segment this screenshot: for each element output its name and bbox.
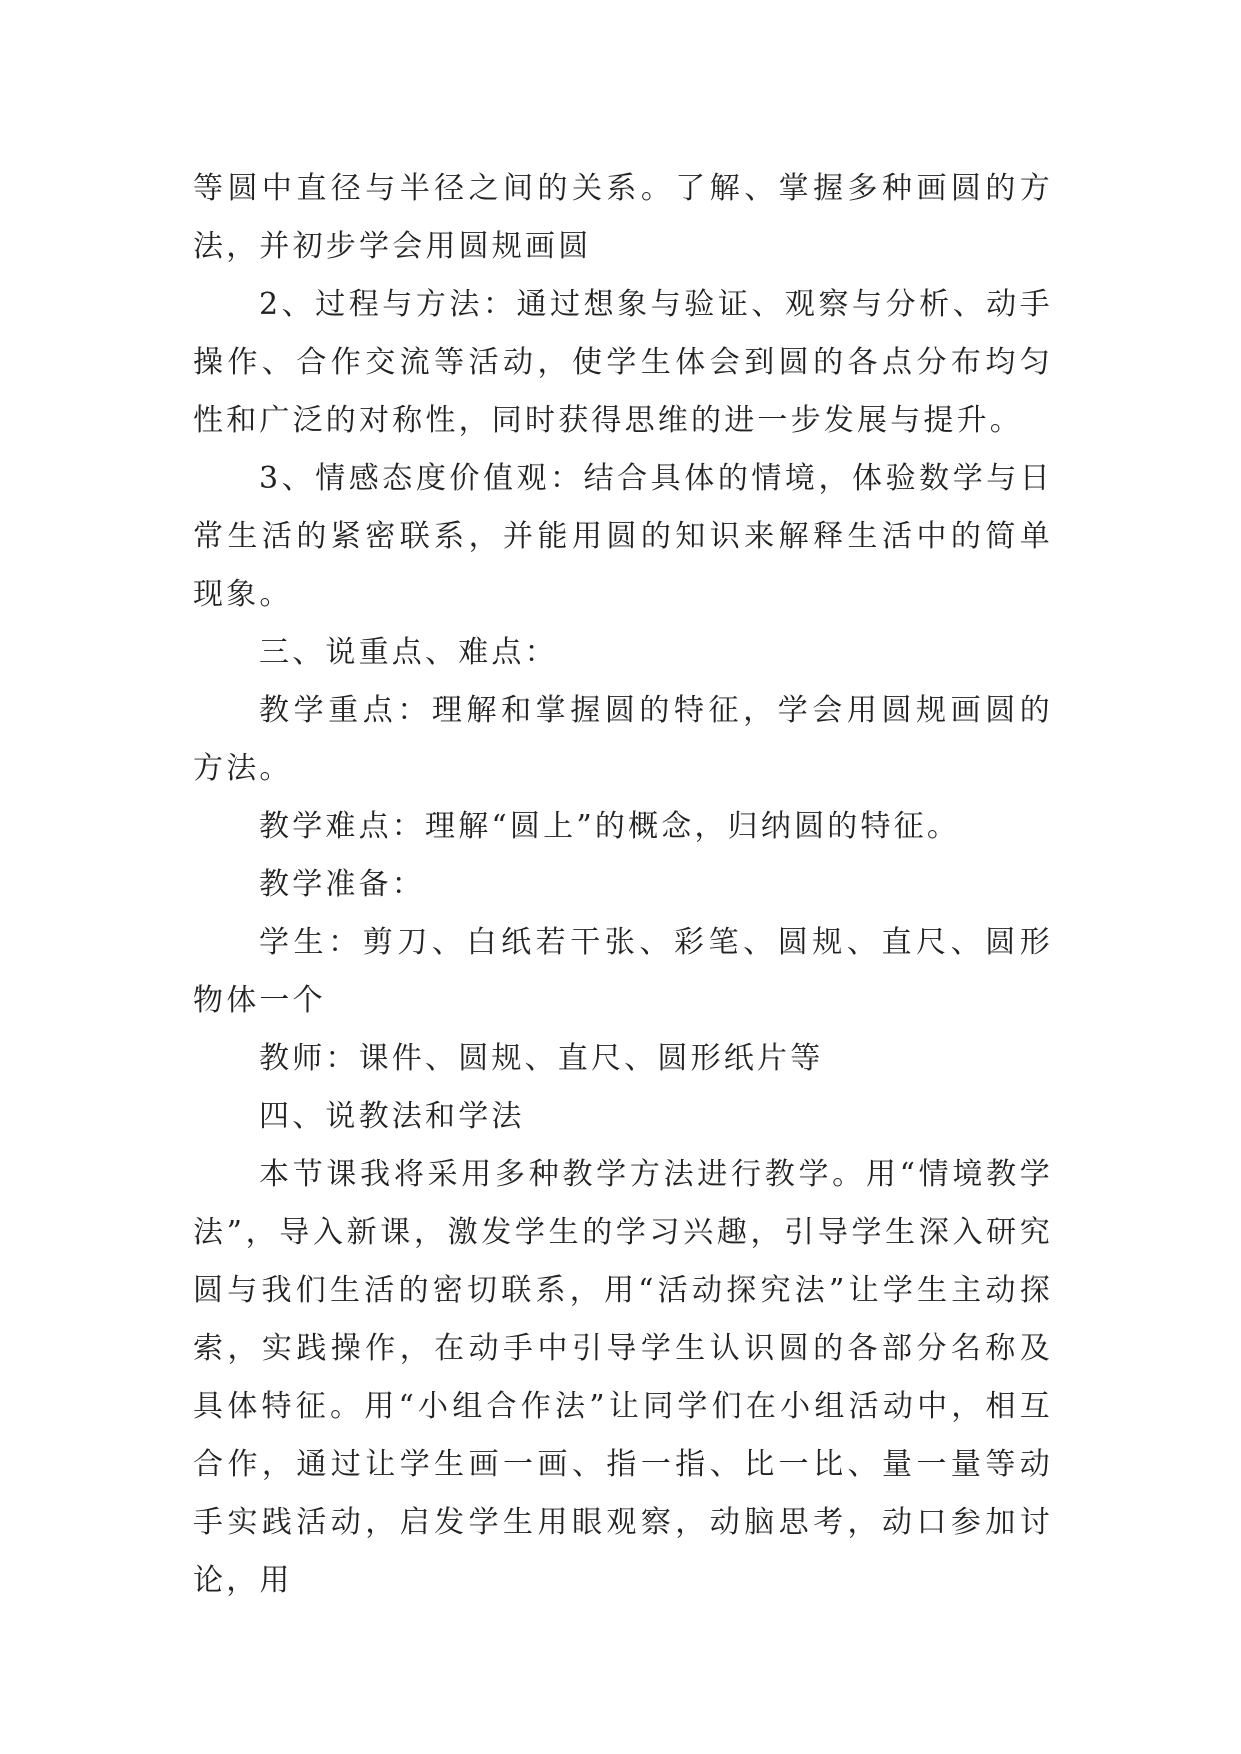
heading-teaching-preparation: 教学准备：: [259, 867, 425, 902]
paragraph-teacher-materials: 教师：课件、圆规、直尺、圆形纸片等: [259, 1041, 824, 1076]
paragraph-process-and-method: 2、过程与方法：通过想象与验证、观察与分析、动手操作、合作交流等活动，使学生体会到圆的各点分布均匀性和广泛的对称性，同时获得思维的进一步发展与提升。: [193, 287, 1053, 438]
heading-key-points-difficulties: 三、说重点、难点：: [259, 635, 558, 670]
document-body: [193, 160, 1053, 1610]
paragraph-student-materials: 学生：剪刀、白纸若干张、彩笔、圆规、直尺、圆形物体一个: [193, 925, 1053, 1018]
paragraph-emotion-attitude-values: 3、情感态度价值观：结合具体的情境，体验数学与日常生活的紧密联系，并能用圆的知识来解释生活中的简单现象。: [193, 461, 1053, 612]
paragraph-intro-continuation: 等圆中直径与半径之间的关系。了解、掌握多种画圆的方法，并初步学会用圆规画圆: [193, 171, 1053, 264]
paragraph-teaching-methods-body: 本节课我将采用多种教学方法进行教学。用“情境教学法”，导入新课，激发学生的学习兴趣，引导学生深入研究圆与我们生活的密切联系，用“活动探究法”让学生主动探索，实践操作，在动手中引导学生认识圆的各部分名称及具体特征。用“小组合作法”让同学们在小组活动中，相互合作，通过让学生画一画、指一指、比一比、量一量等动手实践活动，启发学生用眼观察，动脑思考，动口参加讨论，用: [193, 1157, 1053, 1598]
paragraph-teaching-key-points: 教学重点：理解和掌握圆的特征，学会用圆规画圆的方法。: [193, 693, 1053, 786]
paragraph-teaching-difficulties: 教学难点：理解“圆上”的概念，归纳圆的特征。: [259, 809, 961, 844]
heading-teaching-methods: 四、说教法和学法: [259, 1099, 525, 1134]
